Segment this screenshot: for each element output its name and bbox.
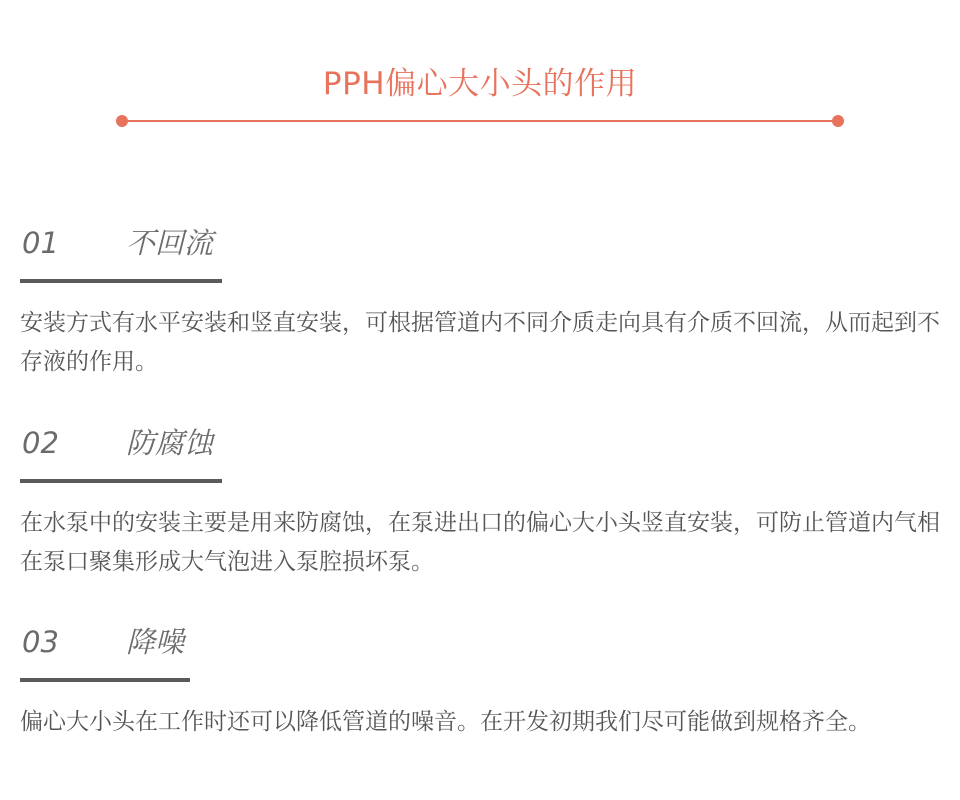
title-divider-dot-left: [116, 115, 128, 127]
section-body: 在水泵中的安装主要是用来防腐蚀，在泵进出口的偏心大小头竖直安装，可防止管道内气相在泵口聚集形成大气泡进入泵腔损坏泵。: [20, 510, 940, 575]
section-header: [20, 421, 945, 465]
section-01: [20, 221, 945, 375]
page-title: PPH偏心大小头的作用: [322, 66, 638, 102]
section-number: 01: [22, 226, 59, 260]
section-underline: [20, 279, 222, 283]
section-heading: 不回流: [126, 226, 214, 260]
section-heading: 降噪: [126, 625, 185, 659]
section-heading: 防腐蚀: [126, 426, 214, 460]
section-number: 03: [22, 625, 59, 659]
section-02: [20, 421, 945, 575]
section-body: 安装方式有水平安装和竖直安装，可根据管道内不同介质走向具有介质不回流，从而起到不存液的作用。: [20, 310, 940, 375]
section-header: [20, 221, 945, 265]
section-03: [20, 620, 945, 735]
title-divider-dot-right: [832, 115, 844, 127]
section-underline: [20, 479, 222, 483]
section-body: 偏心大小头在工作时还可以降低管道的噪音。在开发初期我们尽可能做到规格齐全。: [20, 709, 871, 735]
section-number: 02: [22, 426, 59, 460]
section-underline: [20, 678, 190, 682]
title-divider-line: [121, 120, 839, 122]
section-header: [20, 620, 945, 664]
